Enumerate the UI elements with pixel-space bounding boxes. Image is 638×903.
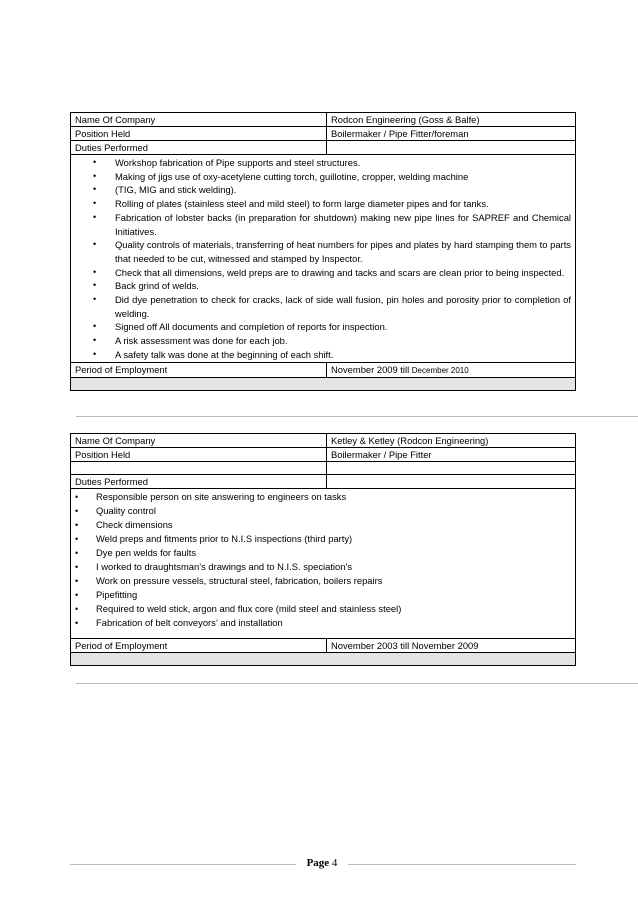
duty-item: • Fabrication of belt conveyors’ and installation: [96, 616, 571, 630]
duty-item: • Rolling of plates (stainless steel and mild steel) to form large diameter pipes and for tanks.: [115, 197, 571, 211]
duty-item: • Pipefitting: [96, 588, 571, 602]
duties-cell: [71, 489, 576, 639]
duty-item: • Back grind of welds.: [115, 279, 571, 293]
duties-label: Duties Performed: [71, 141, 327, 155]
period-row: [71, 639, 576, 653]
position-value: Boilermaker / Pipe Fitter/foreman: [327, 127, 576, 141]
duty-item: • Did dye penetration to check for cracks, lack of side wall fusion, pin holes and porosity prior to completion of welding.: [115, 293, 571, 320]
duty-item: • A safety talk was done at the beginning of each shift.: [115, 348, 571, 362]
company-label: Name Of Company: [71, 113, 327, 127]
footer-rule-left: [70, 864, 296, 865]
duty-item: • Fabrication of lobster backs (in preparation for shutdown) making new pipe lines for SAPREF and Chemical Initiatives.: [115, 211, 571, 238]
company-value: Ketley & Ketley (Rodcon Engineering): [327, 434, 576, 448]
duties-header-row: [71, 475, 576, 489]
shaded-cell: [71, 653, 576, 666]
duty-item: • Check dimensions: [96, 518, 571, 532]
position-value: Boilermaker / Pipe Fitter: [327, 448, 576, 462]
blank-cell: [71, 462, 327, 475]
company-row: [71, 113, 576, 127]
period-value-main: November 2009 till: [331, 363, 410, 375]
period-value-end: December 2010: [411, 365, 469, 375]
company-label: Name Of Company: [71, 434, 327, 448]
duties-row: [71, 155, 576, 363]
section-divider: [76, 416, 638, 417]
duty-item: • Dye pen welds for faults: [96, 546, 571, 560]
page-number: [300, 857, 344, 869]
company-value: Rodcon Engineering (Goss & Balfe): [327, 113, 576, 127]
duty-item: • I worked to draughtsman’s drawings and to N.I.S. speciation’s: [96, 560, 571, 574]
shaded-row: [71, 653, 576, 666]
duty-item: • Workshop fabrication of Pipe supports and steel structures.: [115, 156, 571, 170]
duties-list: [71, 155, 575, 362]
duty-item: • Required to weld stick, argon and flux core (mild steel and stainless steel): [96, 602, 571, 616]
company-row: [71, 434, 576, 448]
section-divider: [76, 683, 638, 684]
duty-item: • Signed off All documents and completion of reports for inspection.: [115, 320, 571, 334]
page-number-value: 4: [331, 857, 338, 869]
footer-rule-right: [348, 864, 576, 865]
blank-cell: [327, 462, 576, 475]
period-value: [327, 362, 576, 377]
duties-row: [71, 489, 576, 639]
period-label: Period of Employment: [71, 362, 327, 377]
duties-header-blank: [327, 141, 576, 155]
page-label: Page: [306, 857, 330, 869]
duty-item: • Quality controls of materials, transferring of heat numbers for pipes and plates by hard stamping them to parts that needed to be cut, witnessed and stamped by Inspector.: [115, 238, 571, 265]
duty-item: • Responsible person on site answering to engineers on tasks: [96, 490, 571, 504]
position-label: Position Held: [71, 448, 327, 462]
shaded-row: [71, 377, 576, 390]
duty-item: • Making of jigs use of oxy-acetylene cutting torch, guillotine, cropper, welding machine: [115, 170, 571, 184]
duty-item: • A risk assessment was done for each job.: [115, 334, 571, 348]
duty-item: • Work on pressure vessels, structural steel, fabrication, boilers repairs: [96, 574, 571, 588]
period-row: [71, 362, 576, 377]
period-value: November 2003 till November 2009: [327, 639, 576, 653]
duty-item: • Check that all dimensions, weld preps are to drawing and tacks and scars are clean prior to being inspected.: [115, 266, 571, 280]
position-label: Position Held: [71, 127, 327, 141]
shaded-cell: [71, 377, 576, 390]
duties-list: [71, 489, 575, 638]
position-row: [71, 448, 576, 462]
blank-row: [71, 462, 576, 475]
duties-cell: [71, 155, 576, 363]
duties-label: Duties Performed: [71, 475, 327, 489]
duties-header-row: [71, 141, 576, 155]
period-label: Period of Employment: [71, 639, 327, 653]
duty-item: • Quality control: [96, 504, 571, 518]
duty-item: • (TIG, MIG and stick welding).: [115, 183, 571, 197]
position-row: [71, 127, 576, 141]
duty-item: • Weld preps and fitments prior to N.I.S inspections (third party): [96, 532, 571, 546]
duties-header-blank: [327, 475, 576, 489]
job-table-1: [70, 112, 576, 391]
job-table-2: [70, 433, 576, 666]
